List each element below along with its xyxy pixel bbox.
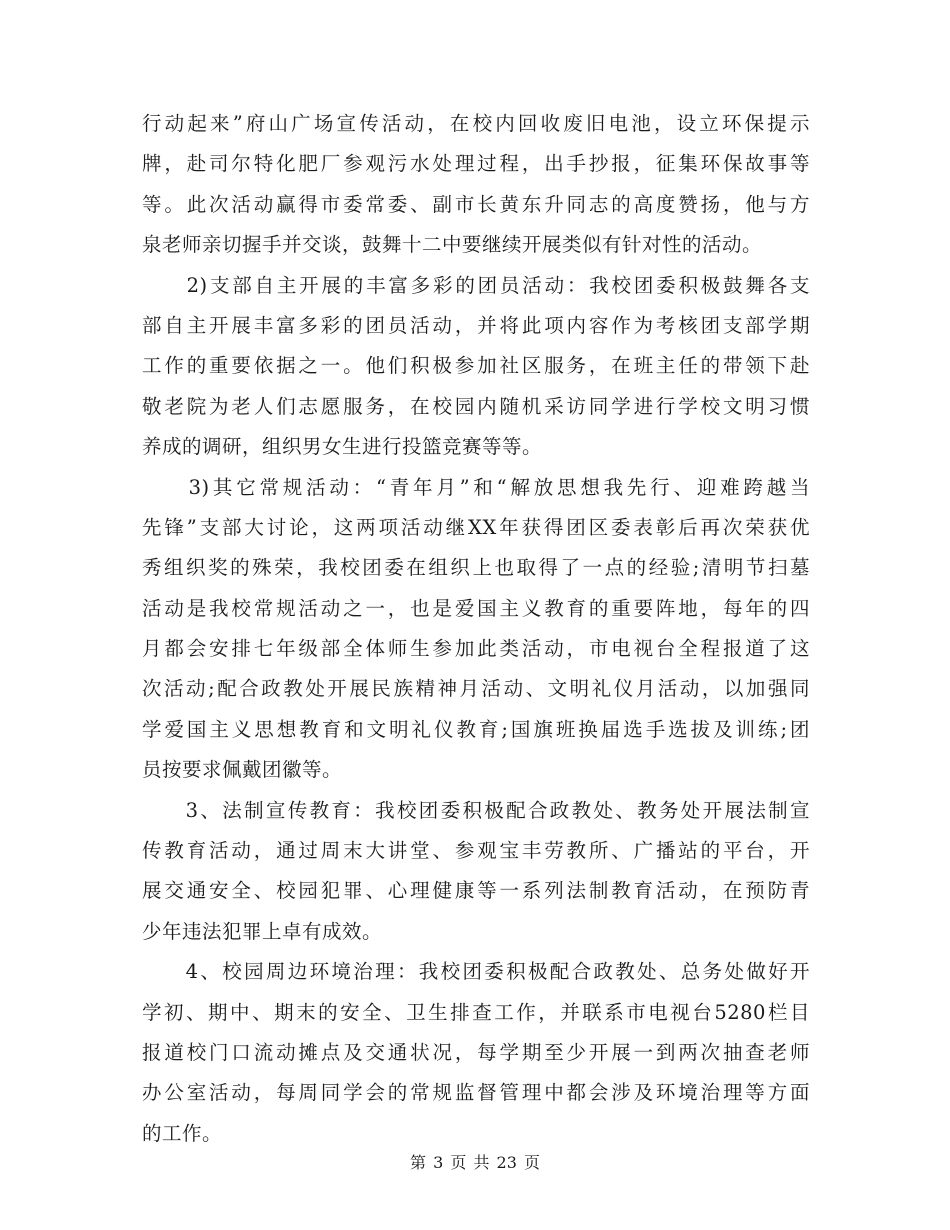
text-line: 工作的重要依据之一。他们积极参加社区服务，在班主任的带领下赴 bbox=[142, 354, 810, 378]
text-line: 的工作。 bbox=[142, 1121, 223, 1145]
text-line: 4、校园周边环境治理：我校团委积极配合政教处、总务处做好开 bbox=[142, 960, 810, 984]
text-line: 等。此次活动赢得市委常委、副市长黄东升同志的高度赞扬，他与方 bbox=[142, 192, 810, 216]
document-body bbox=[142, 104, 810, 1154]
text-line: 员按要求佩戴团徽等。 bbox=[142, 758, 343, 782]
text-line: 展交通安全、校园犯罪、心理健康等一系列法制教育活动，在预防青 bbox=[142, 879, 810, 903]
text-line: 活动是我校常规活动之一，也是爱国主义教育的重要阵地，每年的四 bbox=[142, 596, 810, 620]
text-line: 报道校门口流动摊点及交通状况，每学期至少开展一到两次抽查老师 bbox=[142, 1040, 810, 1064]
text-line: 办公室活动，每周同学会的常规监督管理中都会涉及环境治理等方面 bbox=[142, 1081, 810, 1105]
text-line: 牌，赴司尔特化肥厂参观污水处理过程，出手抄报，征集环保故事等 bbox=[142, 152, 810, 176]
text-line: 少年违法犯罪上卓有成效。 bbox=[142, 919, 383, 943]
text-line: 次活动;配合政教处开展民族精神月活动、文明礼仪月活动，以加强同 bbox=[142, 677, 810, 701]
text-line: 学初、期中、期末的安全、卫生排查工作，并联系市电视台5280栏目 bbox=[142, 1000, 810, 1024]
text-line: 敬老院为老人们志愿服务，在校园内随机采访同学进行学校文明习惯 bbox=[142, 394, 810, 418]
text-line: 行动起来”府山广场宣传活动，在校内回收废旧电池，设立环保提示 bbox=[142, 112, 810, 135]
text-line: 3)其它常规活动：“青年月”和“解放思想我先行、迎难跨越当 bbox=[142, 475, 810, 499]
text-line: 先锋”支部大讨论，这两项活动继XX年获得团区委表彰后再次荣获优 bbox=[142, 515, 810, 539]
text-line: 养成的调研，组织男女生进行投篮竞赛等等。 bbox=[142, 435, 543, 459]
text-line: 传教育活动，通过周末大讲堂、参观宝丰劳教所、广播站的平台，开 bbox=[142, 839, 810, 863]
text-line: 泉老师亲切握手并交谈，鼓舞十二中要继续开展类似有针对性的活动。 bbox=[142, 233, 763, 257]
text-line: 部自主开展丰富多彩的团员活动，并将此项内容作为考核团支部学期 bbox=[142, 313, 810, 337]
page-number-footer: 第 3 页 共 23 页 bbox=[410, 1153, 540, 1172]
text-line: 月都会安排七年级部全体师生参加此类活动，市电视台全程报道了这 bbox=[142, 637, 810, 661]
text-line: 3、法制宣传教育：我校团委积极配合政教处、教务处开展法制宣 bbox=[142, 798, 810, 822]
text-line: 秀组织奖的殊荣，我校团委在组织上也取得了一点的经验;清明节扫墓 bbox=[142, 556, 810, 580]
text-line: 2)支部自主开展的丰富多彩的团员活动：我校团委积极鼓舞各支 bbox=[142, 273, 810, 297]
text-line: 学爱国主义思想教育和文明礼仪教育;国旗班换届选手选拔及训练;团 bbox=[142, 717, 810, 741]
